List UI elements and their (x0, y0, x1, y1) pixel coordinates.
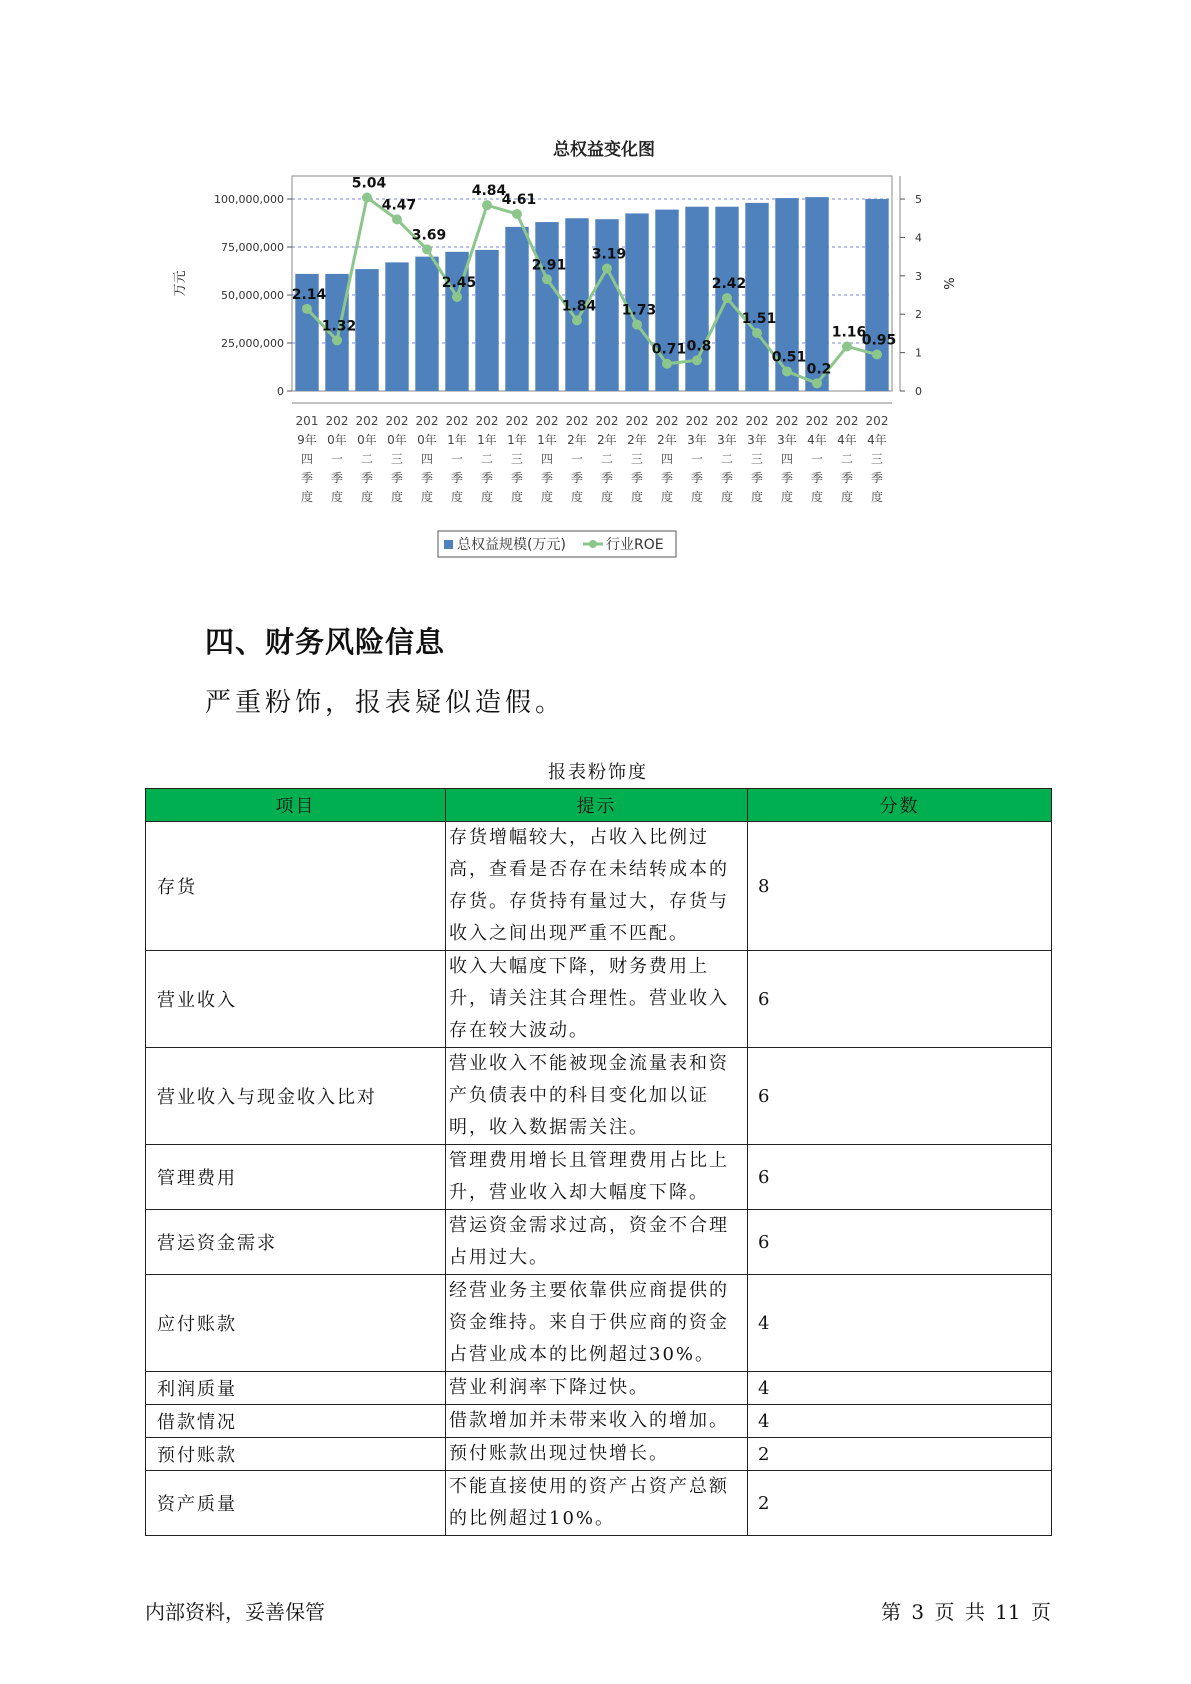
x-tick-label: 季 (630, 471, 644, 485)
equity-chart (170, 138, 990, 598)
row-item: 资产质量 (146, 1471, 446, 1536)
row-score: 8 (748, 822, 1052, 951)
table-row (146, 951, 1052, 1048)
right-axis-tick-label: 4 (915, 231, 922, 245)
roe-point (512, 209, 522, 219)
x-tick-label: 202 (655, 414, 679, 428)
equity-chart-svg (170, 138, 990, 598)
x-tick-label: 2年 (597, 433, 617, 447)
x-tick-label: 二 (360, 452, 374, 466)
roe-data-label: 2.14 (291, 286, 327, 303)
bar-equity (865, 199, 888, 391)
x-tick-label: 季 (360, 471, 374, 485)
x-tick-label: 202 (415, 414, 439, 428)
roe-data-label: 4.47 (381, 197, 417, 214)
x-tick-label: 度 (870, 490, 884, 504)
x-tick-label: 季 (510, 471, 524, 485)
x-tick-label: 度 (480, 490, 494, 504)
roe-point (542, 274, 552, 284)
footer-confidential: 内部资料，妥善保管 (145, 1600, 325, 1624)
x-tick-label: 三 (870, 452, 884, 466)
row-hint: 营业收入不能被现金流量表和资产负债表中的科目变化加以证明，收入数据需关注。 (446, 1048, 748, 1145)
x-tick-label: 三 (630, 452, 644, 466)
x-tick-label: 度 (720, 490, 734, 504)
x-tick-label: 四 (420, 452, 434, 466)
roe-data-label: 0.95 (861, 332, 897, 349)
roe-point (332, 335, 342, 345)
legend-bar-swatch (444, 540, 453, 549)
row-hint: 借款增加并未带来收入的增加。 (446, 1405, 748, 1438)
roe-point (602, 264, 612, 274)
x-tick-label: 9年 (297, 433, 317, 447)
x-tick-label: 二 (480, 452, 494, 466)
x-tick-label: 季 (540, 471, 554, 485)
table-row (146, 1405, 1052, 1438)
x-tick-label: 202 (385, 414, 409, 428)
left-axis-tick-label: 50,000,000 (221, 289, 284, 303)
x-tick-label: 一 (690, 452, 704, 466)
left-axis-tick-label: 75,000,000 (221, 241, 284, 255)
x-tick-label: 度 (600, 490, 614, 504)
x-tick-label: 202 (805, 414, 829, 428)
x-tick-label: 度 (780, 490, 794, 504)
x-tick-label: 3年 (687, 433, 707, 447)
x-tick-label: 202 (775, 414, 799, 428)
roe-data-label: 2.45 (441, 274, 477, 291)
x-tick-label: 3年 (777, 433, 797, 447)
x-tick-label: 季 (330, 471, 344, 485)
x-tick-label: 季 (420, 471, 434, 485)
x-tick-label: 季 (870, 471, 884, 485)
x-tick-label: 202 (505, 414, 529, 428)
roe-point (422, 244, 432, 254)
x-tick-label: 4年 (807, 433, 827, 447)
x-tick-label: 度 (390, 490, 404, 504)
row-hint: 收入大幅度下降，财务费用上升，请关注其合理性。营业收入存在较大波动。 (446, 951, 748, 1048)
x-tick-label: 3年 (747, 433, 767, 447)
section-text: 严重粉饰，报表疑似造假。 (205, 688, 566, 718)
x-tick-label: 202 (865, 414, 889, 428)
table-row (146, 1372, 1052, 1405)
roe-point (752, 328, 762, 338)
x-tick-label: 度 (510, 490, 524, 504)
roe-data-label: 0.51 (771, 349, 807, 366)
x-tick-label: 202 (565, 414, 589, 428)
right-axis-tick-label: 3 (915, 269, 922, 283)
x-tick-label: 二 (720, 452, 734, 466)
risk-table (145, 788, 1052, 1536)
x-tick-label: 三 (510, 452, 524, 466)
roe-data-label: 3.69 (411, 227, 447, 244)
roe-point (662, 359, 672, 369)
x-tick-label: 202 (745, 414, 769, 428)
row-item: 预付账款 (146, 1438, 446, 1471)
x-tick-label: 0年 (387, 433, 407, 447)
section-heading: 四、财务风险信息 (205, 625, 446, 659)
table-row (146, 1471, 1052, 1536)
x-tick-label: 季 (600, 471, 614, 485)
x-tick-label: 季 (570, 471, 584, 485)
roe-data-label: 4.84 (471, 183, 507, 200)
x-tick-label: 1年 (507, 433, 527, 447)
table-row (146, 1210, 1052, 1275)
roe-data-label: 1.73 (621, 302, 657, 319)
table-caption: 报表粉饰度 (548, 762, 648, 783)
row-score: 4 (748, 1405, 1052, 1438)
roe-data-label: 2.42 (711, 276, 747, 293)
header-score: 分数 (748, 789, 1052, 822)
row-hint: 存货增幅较大，占收入比例过高，查看是否存在未结转成本的存货。存货持有量过大，存货与收入之间出现严重不匹配。 (446, 822, 748, 951)
x-tick-label: 2年 (657, 433, 677, 447)
roe-point (872, 350, 882, 360)
bar-equity (745, 203, 768, 391)
x-tick-label: 3年 (717, 433, 737, 447)
right-axis-tick-label: 5 (915, 193, 922, 207)
x-tick-label: 度 (540, 490, 554, 504)
chart-title: 总权益变化图 (553, 140, 655, 160)
row-score: 4 (748, 1372, 1052, 1405)
x-tick-label: 2年 (627, 433, 647, 447)
x-tick-label: 4年 (837, 433, 857, 447)
x-tick-label: 度 (450, 490, 464, 504)
bar-equity (355, 269, 378, 391)
bar-equity (505, 227, 528, 391)
x-tick-label: 1年 (537, 433, 557, 447)
roe-data-label: 2.91 (531, 257, 567, 274)
x-tick-label: 度 (360, 490, 374, 504)
bar-equity (535, 222, 558, 391)
right-axis-title: % (940, 277, 955, 290)
bar-equity (415, 257, 438, 391)
header-item: 项目 (146, 789, 446, 822)
x-tick-label: 0年 (357, 433, 377, 447)
x-tick-label: 季 (660, 471, 674, 485)
x-tick-label: 三 (750, 452, 764, 466)
x-tick-label: 季 (840, 471, 854, 485)
row-item: 管理费用 (146, 1145, 446, 1210)
legend-line-marker (589, 540, 597, 548)
row-hint: 营业利润率下降过快。 (446, 1372, 748, 1405)
x-tick-label: 季 (690, 471, 704, 485)
right-axis-tick-label: 1 (915, 346, 922, 360)
x-tick-label: 202 (355, 414, 379, 428)
x-tick-label: 度 (660, 490, 674, 504)
x-tick-label: 度 (420, 490, 434, 504)
x-tick-label: 度 (300, 490, 314, 504)
x-tick-label: 一 (330, 452, 344, 466)
row-score: 6 (748, 1048, 1052, 1145)
x-tick-label: 202 (595, 414, 619, 428)
row-score: 6 (748, 951, 1052, 1048)
x-tick-label: 季 (810, 471, 824, 485)
bar-equity (595, 219, 618, 391)
x-tick-label: 4年 (867, 433, 887, 447)
roe-point (812, 378, 822, 388)
x-tick-label: 2年 (567, 433, 587, 447)
header-hint: 提示 (446, 789, 748, 822)
row-hint: 管理费用增长且管理费用占比上升，营业收入却大幅度下降。 (446, 1145, 748, 1210)
roe-point (782, 366, 792, 376)
roe-data-label: 0.8 (686, 338, 712, 355)
x-tick-label: 四 (660, 452, 674, 466)
footer-page-number: 第 3 页 共 11 页 (881, 1600, 1051, 1624)
x-tick-label: 度 (750, 490, 764, 504)
roe-data-label: 1.84 (561, 298, 597, 315)
left-axis-title: 万元 (173, 270, 188, 297)
x-tick-label: 1年 (447, 433, 467, 447)
row-score: 6 (748, 1145, 1052, 1210)
roe-point (842, 341, 852, 351)
x-tick-label: 四 (300, 452, 314, 466)
x-tick-label: 季 (780, 471, 794, 485)
row-item: 营业收入 (146, 951, 446, 1048)
right-axis-tick-label: 2 (915, 308, 922, 322)
x-tick-label: 一 (570, 452, 584, 466)
roe-point (362, 193, 372, 203)
x-tick-label: 度 (630, 490, 644, 504)
row-item: 营运资金需求 (146, 1210, 446, 1275)
roe-point (722, 293, 732, 303)
x-tick-label: 202 (445, 414, 469, 428)
x-tick-label: 季 (450, 471, 464, 485)
legend-line-label: 行业ROE (606, 537, 664, 553)
x-tick-label: 度 (810, 490, 824, 504)
row-item: 借款情况 (146, 1405, 446, 1438)
x-tick-label: 四 (780, 452, 794, 466)
row-item: 营业收入与现金收入比对 (146, 1048, 446, 1145)
x-tick-label: 季 (300, 471, 314, 485)
x-tick-label: 季 (480, 471, 494, 485)
x-tick-label: 202 (685, 414, 709, 428)
left-axis-tick-label: 25,000,000 (221, 337, 284, 351)
x-tick-label: 1年 (477, 433, 497, 447)
roe-data-label: 0.2 (806, 361, 832, 378)
x-tick-label: 度 (330, 490, 344, 504)
roe-data-label: 1.32 (321, 318, 357, 335)
roe-point (302, 304, 312, 314)
table-row (146, 822, 1052, 951)
roe-point (692, 355, 702, 365)
roe-data-label: 5.04 (351, 175, 387, 192)
roe-data-label: 1.51 (741, 311, 777, 328)
roe-data-label: 4.61 (501, 192, 537, 209)
left-axis-tick-label: 100,000,000 (214, 193, 284, 207)
x-tick-label: 季 (390, 471, 404, 485)
row-hint: 预付账款出现过快增长。 (446, 1438, 748, 1471)
roe-point (632, 320, 642, 330)
row-hint: 不能直接使用的资产占资产总额的比例超过10%。 (446, 1471, 748, 1536)
x-tick-label: 二 (840, 452, 854, 466)
table-header-row (146, 789, 1052, 822)
x-tick-label: 202 (625, 414, 649, 428)
table-row (146, 1145, 1052, 1210)
x-tick-label: 202 (715, 414, 739, 428)
x-tick-label: 四 (540, 452, 554, 466)
x-tick-label: 度 (570, 490, 584, 504)
x-tick-label: 201 (295, 414, 319, 428)
x-tick-label: 度 (840, 490, 854, 504)
row-item: 应付账款 (146, 1275, 446, 1372)
left-axis-tick-label: 0 (277, 385, 284, 398)
row-score: 2 (748, 1438, 1052, 1471)
x-tick-label: 季 (720, 471, 734, 485)
x-tick-label: 一 (450, 452, 464, 466)
bar-equity (385, 262, 408, 391)
roe-data-label: 0.71 (651, 341, 687, 358)
roe-point (482, 200, 492, 210)
table-row (146, 1275, 1052, 1372)
row-score: 4 (748, 1275, 1052, 1372)
x-tick-label: 度 (690, 490, 704, 504)
x-tick-label: 202 (475, 414, 499, 428)
x-tick-label: 202 (325, 414, 349, 428)
row-score: 6 (748, 1210, 1052, 1275)
table-row (146, 1048, 1052, 1145)
x-tick-label: 一 (810, 452, 824, 466)
roe-point (392, 214, 402, 224)
row-score: 2 (748, 1471, 1052, 1536)
x-tick-label: 0年 (327, 433, 347, 447)
row-hint: 营运资金需求过高，资金不合理占用过大。 (446, 1210, 748, 1275)
x-tick-label: 二 (600, 452, 614, 466)
roe-point (452, 292, 462, 302)
right-axis-tick-label: 0 (915, 385, 922, 398)
x-tick-label: 三 (390, 452, 404, 466)
row-item: 存货 (146, 822, 446, 951)
row-item: 利润质量 (146, 1372, 446, 1405)
bar-equity (475, 250, 498, 391)
legend-bar-label: 总权益规模(万元) (457, 537, 566, 553)
roe-data-label: 1.16 (831, 324, 867, 341)
roe-data-label: 3.19 (591, 246, 627, 263)
table-row (146, 1438, 1052, 1471)
x-tick-label: 季 (750, 471, 764, 485)
roe-point (572, 315, 582, 325)
x-tick-label: 202 (535, 414, 559, 428)
x-tick-label: 202 (835, 414, 859, 428)
row-hint: 经营业务主要依靠供应商提供的资金维持。来自于供应商的资金占营业成本的比例超过30%。 (446, 1275, 748, 1372)
x-tick-label: 0年 (417, 433, 437, 447)
